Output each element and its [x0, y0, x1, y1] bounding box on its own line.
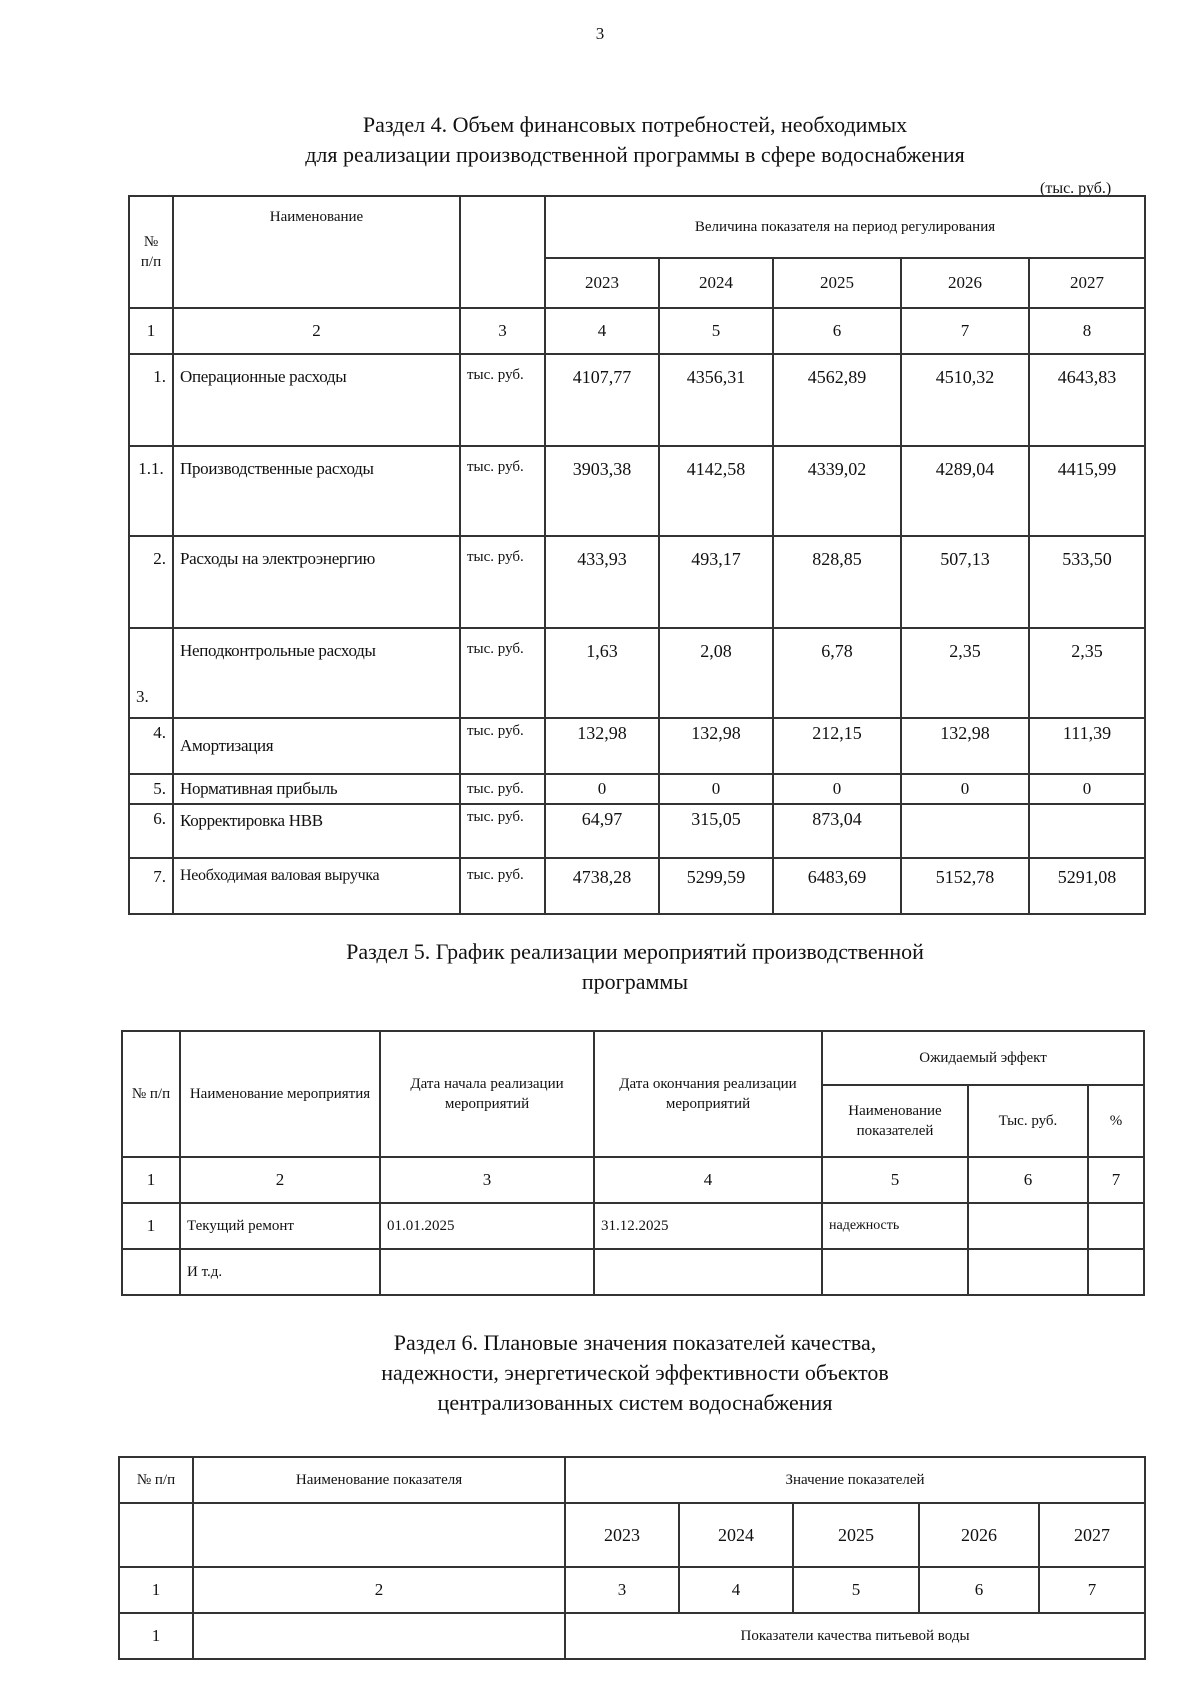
- row-num: 3.: [129, 628, 173, 718]
- empty-cell: [193, 1503, 565, 1567]
- row-value: 4643,83: [1029, 354, 1145, 446]
- header-unit: [460, 196, 545, 308]
- row-value: 4415,99: [1029, 446, 1145, 536]
- header-year: 2027: [1039, 1503, 1145, 1567]
- table-row: [129, 628, 1145, 718]
- col-number: 6: [919, 1567, 1039, 1613]
- col-number: 3: [460, 308, 545, 354]
- row-unit: тыс. руб.: [460, 354, 545, 446]
- row-name: Операционные расходы: [173, 354, 460, 446]
- financial-needs-table: [128, 195, 1146, 915]
- row-value: 0: [773, 774, 901, 804]
- header-year: 2026: [919, 1503, 1039, 1567]
- row-value: 4339,02: [773, 446, 901, 536]
- row-rub: [968, 1249, 1088, 1295]
- section4-title-line2: для реализации производственной программы в сфере водоснабжения: [305, 142, 965, 167]
- table-row: [129, 774, 1145, 804]
- row-unit: тыс. руб.: [460, 536, 545, 628]
- row-unit: тыс. руб.: [460, 718, 545, 774]
- header-values: Значение показателей: [565, 1457, 1145, 1503]
- table-row: [129, 804, 1145, 858]
- table-row: [119, 1613, 1145, 1659]
- header-name: Наименование мероприятия: [180, 1031, 380, 1157]
- row-name: Нормативная прибыль: [173, 774, 460, 804]
- col-number: 7: [1088, 1157, 1144, 1203]
- row-value: 315,05: [659, 804, 773, 858]
- row-value: 0: [659, 774, 773, 804]
- col-number: 7: [1039, 1567, 1145, 1613]
- row-value: 4562,89: [773, 354, 901, 446]
- section6-title: [0, 1328, 1200, 1418]
- row-value: 828,85: [773, 536, 901, 628]
- header-num: № п/п: [119, 1457, 193, 1503]
- header-name: Наименование: [173, 196, 460, 308]
- col-number: 2: [193, 1567, 565, 1613]
- header-start: Дата начала реализации мероприятий: [380, 1031, 594, 1157]
- section5-title: [0, 937, 1200, 997]
- section6-title-line3: централизованных систем водоснабжения: [437, 1390, 833, 1415]
- row-value: 493,17: [659, 536, 773, 628]
- col-number: 7: [901, 308, 1029, 354]
- row-value: 507,13: [901, 536, 1029, 628]
- page-number: 3: [595, 24, 605, 43]
- row-group-title: Показатели качества питьевой воды: [565, 1613, 1145, 1659]
- row-pct: [1088, 1203, 1144, 1249]
- col-number: 8: [1029, 308, 1145, 354]
- header-effect: Ожидаемый эффект: [822, 1031, 1144, 1085]
- row-value: 4356,31: [659, 354, 773, 446]
- row-unit: тыс. руб.: [460, 628, 545, 718]
- row-value: 4142,58: [659, 446, 773, 536]
- table-row: [122, 1249, 1144, 1295]
- header-year: 2027: [1029, 258, 1145, 308]
- row-unit: тыс. руб.: [460, 804, 545, 858]
- row-value: 2,35: [901, 628, 1029, 718]
- row-value: 2,08: [659, 628, 773, 718]
- row-value: 212,15: [773, 718, 901, 774]
- row-num: 2.: [129, 536, 173, 628]
- indicators-table: [118, 1456, 1146, 1660]
- col-number: 5: [793, 1567, 919, 1613]
- row-name: Необходимая валовая выручка: [173, 858, 460, 914]
- row-value: 433,93: [545, 536, 659, 628]
- row-name: Неподконтрольные расходы: [173, 628, 460, 718]
- header-num: № п/п: [122, 1031, 180, 1157]
- table-row: [122, 1203, 1144, 1249]
- table-row: [129, 446, 1145, 536]
- row-rub: [968, 1203, 1088, 1249]
- col-number: 2: [173, 308, 460, 354]
- row-value: 0: [901, 774, 1029, 804]
- header-name: Наименование показателя: [193, 1457, 565, 1503]
- row-value: 111,39: [1029, 718, 1145, 774]
- header-year: 2023: [565, 1503, 679, 1567]
- row-name: Производственные расходы: [173, 446, 460, 536]
- table-row: [129, 858, 1145, 914]
- col-number: 6: [968, 1157, 1088, 1203]
- empty-cell: [119, 1503, 193, 1567]
- section6-title-line1: Раздел 6. Плановые значения показателей качества,: [393, 1330, 877, 1355]
- row-value: 873,04: [773, 804, 901, 858]
- table-row: [129, 536, 1145, 628]
- row-start: 01.01.2025: [380, 1203, 594, 1249]
- col-number: 5: [822, 1157, 968, 1203]
- col-number: 4: [594, 1157, 822, 1203]
- row-num: 5.: [129, 774, 173, 804]
- header-year: 2023: [545, 258, 659, 308]
- row-pct: [1088, 1249, 1144, 1295]
- row-name: Амортизация: [173, 718, 460, 774]
- row-value: 2,35: [1029, 628, 1145, 718]
- row-value: 6,78: [773, 628, 901, 718]
- header-year: 2024: [679, 1503, 793, 1567]
- empty-cell: [193, 1613, 565, 1659]
- table-row: [129, 354, 1145, 446]
- header-pct: %: [1088, 1085, 1144, 1157]
- row-num: 1.: [129, 354, 173, 446]
- col-number: 4: [545, 308, 659, 354]
- row-name: Текущий ремонт: [180, 1203, 380, 1249]
- row-num: 4.: [129, 718, 173, 774]
- section4-title: [0, 110, 1200, 170]
- section5-title-line2: программы: [581, 969, 689, 994]
- row-value: 3903,38: [545, 446, 659, 536]
- row-num: [122, 1249, 180, 1295]
- row-end: [594, 1249, 822, 1295]
- table-row: [129, 718, 1145, 774]
- row-value: 4510,32: [901, 354, 1029, 446]
- header-year: 2025: [773, 258, 901, 308]
- header-end: Дата окончания реализации мероприятий: [594, 1031, 822, 1157]
- col-number: 3: [565, 1567, 679, 1613]
- row-value: 5152,78: [901, 858, 1029, 914]
- col-number: 1: [129, 308, 173, 354]
- row-value: 5299,59: [659, 858, 773, 914]
- header-year: 2024: [659, 258, 773, 308]
- header-period: Величина показателя на период регулирования: [545, 196, 1145, 258]
- header-year: 2025: [793, 1503, 919, 1567]
- row-value: 1,63: [545, 628, 659, 718]
- row-name: Расходы на электроэнергию: [173, 536, 460, 628]
- row-num: 7.: [129, 858, 173, 914]
- section6-title-line2: надежности, энергетической эффективности объектов: [381, 1360, 889, 1385]
- col-number: 1: [119, 1567, 193, 1613]
- row-num: 6.: [129, 804, 173, 858]
- row-name: И т.д.: [180, 1249, 380, 1295]
- row-value: 64,97: [545, 804, 659, 858]
- row-indicator: [822, 1249, 968, 1295]
- row-unit: тыс. руб.: [460, 774, 545, 804]
- row-indicator: надежность: [822, 1203, 968, 1249]
- row-num: 1: [119, 1613, 193, 1659]
- row-name: Корректировка НВВ: [173, 804, 460, 858]
- schedule-table: [121, 1030, 1145, 1296]
- col-number: 4: [679, 1567, 793, 1613]
- row-value: [901, 804, 1029, 858]
- row-value: 4107,77: [545, 354, 659, 446]
- row-end: 31.12.2025: [594, 1203, 822, 1249]
- header-indicator: Наименование показателей: [822, 1085, 968, 1157]
- row-value: [1029, 804, 1145, 858]
- row-value: 6483,69: [773, 858, 901, 914]
- row-unit: тыс. руб.: [460, 446, 545, 536]
- header-num: № п/п: [129, 196, 173, 308]
- col-number: 1: [122, 1157, 180, 1203]
- unit-note: (тыс. руб.): [1040, 180, 1112, 197]
- col-number: 3: [380, 1157, 594, 1203]
- row-unit: тыс. руб.: [460, 858, 545, 914]
- row-value: 5291,08: [1029, 858, 1145, 914]
- header-year: 2026: [901, 258, 1029, 308]
- row-value: 132,98: [901, 718, 1029, 774]
- header-rub: Тыс. руб.: [968, 1085, 1088, 1157]
- col-number: 6: [773, 308, 901, 354]
- row-value: 533,50: [1029, 536, 1145, 628]
- col-number: 2: [180, 1157, 380, 1203]
- row-num: 1.1.: [129, 446, 173, 536]
- row-value: 132,98: [659, 718, 773, 774]
- row-num: 1: [122, 1203, 180, 1249]
- section5-title-line1: Раздел 5. График реализации мероприятий производственной: [346, 939, 924, 964]
- row-value: 4289,04: [901, 446, 1029, 536]
- row-value: 132,98: [545, 718, 659, 774]
- row-value: 0: [545, 774, 659, 804]
- row-start: [380, 1249, 594, 1295]
- section4-title-line1: Раздел 4. Объем финансовых потребностей, необходимых: [362, 112, 908, 137]
- row-value: 4738,28: [545, 858, 659, 914]
- col-number: 5: [659, 308, 773, 354]
- row-value: 0: [1029, 774, 1145, 804]
